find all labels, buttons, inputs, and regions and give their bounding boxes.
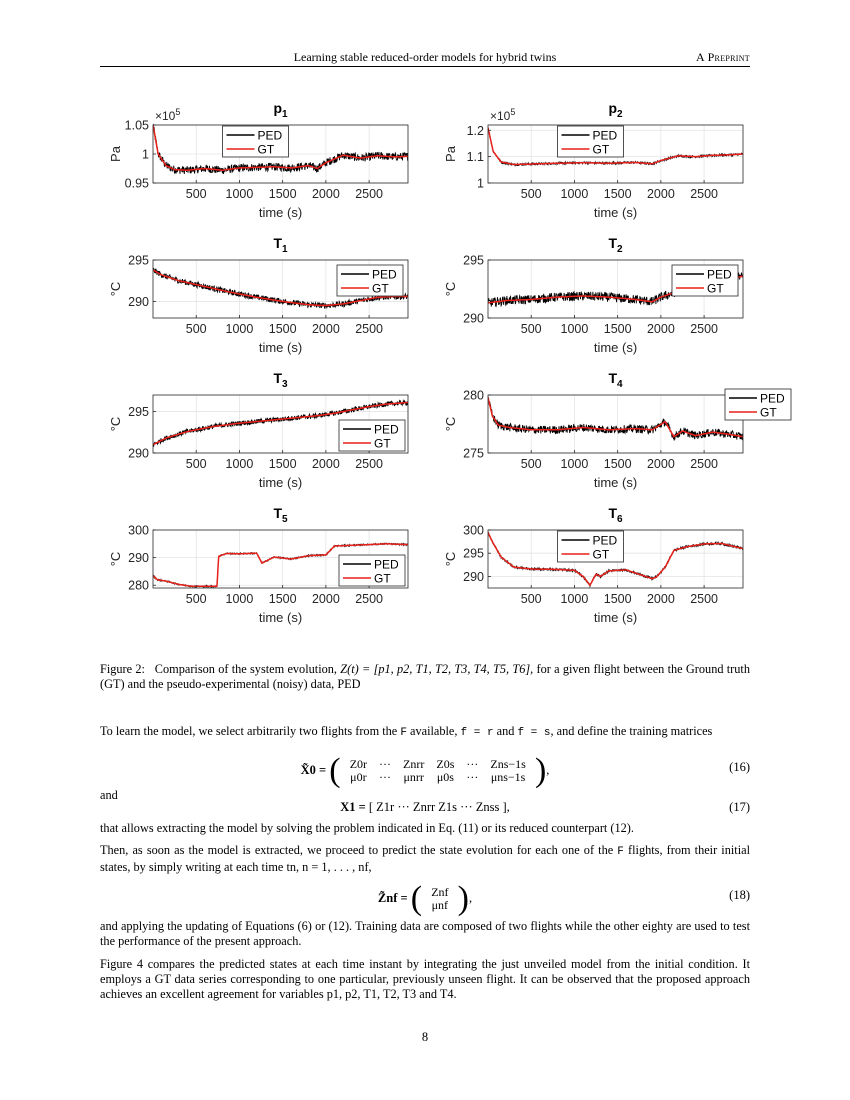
y-tick-label: 290 bbox=[128, 294, 149, 309]
x-tick-label: 1000 bbox=[225, 457, 254, 471]
chart-title-subscript: 1 bbox=[282, 109, 288, 120]
x-tick-label: 2500 bbox=[355, 592, 384, 606]
y-tick-label: 280 bbox=[463, 388, 484, 403]
x-axis-label: time (s) bbox=[593, 475, 638, 490]
x-tick-label: 1000 bbox=[560, 187, 589, 201]
chart-t3 bbox=[100, 365, 400, 501]
p3-code: F bbox=[617, 846, 624, 858]
y-axis-label: °C bbox=[108, 416, 123, 432]
chart-title: $p_2$ bbox=[608, 100, 623, 120]
x-tick-label: 500 bbox=[520, 187, 542, 201]
x-tick-label: 2500 bbox=[690, 187, 719, 201]
x-tick-label: 2000 bbox=[646, 592, 675, 606]
y-axis-label: °C bbox=[108, 551, 123, 567]
legend-label: PED bbox=[257, 128, 283, 143]
y-tick-label: 1 bbox=[477, 176, 484, 191]
x-tick-label: 2500 bbox=[690, 592, 719, 606]
chart-title: $T_3$ bbox=[273, 370, 288, 390]
eq17-number: (17) bbox=[729, 800, 750, 814]
eq18-row1: Znf bbox=[431, 885, 449, 899]
chart-p2 bbox=[435, 95, 735, 231]
chart-t5 bbox=[100, 500, 400, 636]
x-axis-label: time (s) bbox=[258, 205, 303, 220]
p3-text-b: flights, from their initial states, by simply writing at each time tn, n = 1, . . . , nf, bbox=[100, 843, 750, 874]
x-tick-label: 2000 bbox=[311, 322, 340, 336]
y-tick-label: 295 bbox=[128, 253, 149, 268]
legend-label: PED bbox=[707, 267, 732, 282]
y-tick-label: 1.2 bbox=[466, 123, 484, 138]
x-tick-label: 1500 bbox=[268, 592, 297, 606]
legend-label: PED bbox=[374, 557, 399, 572]
header-right: A Preprint bbox=[695, 50, 750, 64]
x-axis-label: time (s) bbox=[258, 475, 303, 490]
chart-t1 bbox=[100, 230, 400, 366]
chart-title: $p_1$ bbox=[273, 100, 288, 120]
x-tick-label: 500 bbox=[520, 592, 542, 606]
chart-title: $T_4$ bbox=[608, 370, 623, 390]
equation-18 bbox=[100, 880, 750, 917]
chart-p1 bbox=[100, 95, 400, 231]
y-tick-label: 275 bbox=[463, 446, 484, 461]
eq16-cell: Znrr bbox=[403, 757, 425, 771]
y-tick-label: 300 bbox=[128, 523, 149, 538]
x-tick-label: 2500 bbox=[355, 322, 384, 336]
x-tick-label: 1500 bbox=[268, 322, 297, 336]
chart-svg-t1 bbox=[100, 230, 400, 366]
y-axis-label: °C bbox=[443, 416, 458, 432]
eq18-matrix: ( Znf μnf ) bbox=[410, 880, 469, 917]
eq18-number: (18) bbox=[729, 888, 750, 902]
figure-caption bbox=[100, 662, 750, 692]
y-tick-label: 295 bbox=[463, 546, 484, 561]
y-tick-label: 1 bbox=[142, 147, 149, 162]
x-tick-label: 500 bbox=[520, 457, 542, 471]
y-exponent: $\times 10^5$ bbox=[155, 107, 181, 123]
chart-svg-t3 bbox=[100, 365, 400, 501]
paragraph-2: that allows extracting the model by solving the problem indicated in Eq. (11) or its reduced counterpart (12). bbox=[100, 821, 634, 835]
caption-label: Figure 2: bbox=[100, 662, 145, 676]
x-tick-label: 1000 bbox=[560, 322, 589, 336]
y-tick-label: 290 bbox=[463, 569, 484, 584]
eq16-number: (16) bbox=[729, 760, 750, 774]
eq16-cell: μ0r bbox=[350, 770, 367, 784]
caption-math: Z(t) = [p1, p2, T1, T2, T3, T4, T5, T6] bbox=[340, 662, 531, 676]
chart-title-subscript: 3 bbox=[282, 379, 288, 390]
x-tick-label: 2500 bbox=[355, 457, 384, 471]
chart-title-subscript: 1 bbox=[282, 244, 288, 255]
legend-label: GT bbox=[592, 142, 610, 157]
eq16-cell: ··· bbox=[466, 770, 479, 784]
x-tick-label: 1500 bbox=[268, 457, 297, 471]
legend-label: PED bbox=[372, 267, 397, 282]
y-tick-label: 1.05 bbox=[124, 118, 149, 133]
x-tick-label: 1500 bbox=[603, 592, 632, 606]
y-tick-label: 290 bbox=[463, 311, 484, 326]
chart-t4 bbox=[435, 365, 785, 501]
paragraph-4: and applying the updating of Equations (6) or (12). Training data are composed of two flights while the other eighty are used to test the performance of the present approach. bbox=[100, 919, 750, 948]
x-tick-label: 500 bbox=[185, 457, 207, 471]
y-tick-label: 1.1 bbox=[466, 150, 484, 165]
x-tick-label: 1500 bbox=[268, 187, 297, 201]
legend-label: GT bbox=[374, 436, 391, 451]
y-exponent-power: 5 bbox=[175, 107, 181, 117]
p1-code-2: f = r bbox=[460, 727, 494, 739]
x-axis-label: time (s) bbox=[593, 610, 638, 625]
eq16-cell: μ0s bbox=[436, 770, 454, 784]
x-tick-label: 500 bbox=[520, 322, 542, 336]
eq17-lhs: X1 = bbox=[340, 800, 366, 814]
legend-label: GT bbox=[257, 142, 275, 157]
p1-text-d: , and define the training matrices bbox=[550, 724, 713, 738]
paragraph-5: Figure 4 compares the predicted states at each time instant by integrating the just unveiled model from the initial condition. It employs a GT data series corresponding to one particular, previously unseen flight. It can be observed that the proposed approach achieves an excellent agreement for variables p1, p2, T1, T2, T3 and T4. bbox=[100, 957, 750, 1001]
chart-t2 bbox=[435, 230, 735, 366]
eq18-row2: μnf bbox=[431, 898, 449, 912]
y-tick-label: 295 bbox=[463, 253, 484, 268]
legend-label: PED bbox=[592, 533, 618, 548]
running-header bbox=[100, 48, 750, 67]
chart-title-subscript: 4 bbox=[617, 379, 623, 390]
x-tick-label: 1000 bbox=[225, 187, 254, 201]
legend-label: PED bbox=[760, 391, 785, 406]
x-tick-label: 500 bbox=[185, 187, 207, 201]
p1-text-b: available, bbox=[406, 724, 461, 738]
x-tick-label: 2000 bbox=[311, 592, 340, 606]
figure-2 bbox=[100, 95, 785, 640]
chart-svg-t6 bbox=[435, 500, 735, 636]
page-number: 8 bbox=[421, 1030, 429, 1044]
x-tick-label: 1500 bbox=[603, 457, 632, 471]
p3-text-a: Then, as soon as the model is extracted, we proceed to predict the state evolution for each one of the bbox=[100, 843, 618, 857]
legend-label: GT bbox=[707, 281, 724, 296]
y-axis-label: °C bbox=[108, 281, 123, 297]
x-tick-label: 1500 bbox=[603, 322, 632, 336]
x-tick-label: 1000 bbox=[225, 592, 254, 606]
y-axis-label: Pa bbox=[108, 146, 123, 162]
paragraph-3 bbox=[100, 843, 750, 875]
x-tick-label: 500 bbox=[185, 322, 207, 336]
legend-label: GT bbox=[374, 571, 391, 586]
chart-title-subscript: 6 bbox=[617, 514, 623, 525]
p1-code-1: F bbox=[400, 727, 407, 739]
eq16-matrix: ( Z0r ··· Znrr Z0s ··· Zns−1s μ0r ··· μnrr μ0s ··· μns−1s ) bbox=[329, 752, 547, 789]
x-axis-label: time (s) bbox=[258, 610, 303, 625]
y-axis-label: °C bbox=[443, 281, 458, 297]
eq17-body: [ Z1r ··· Znrr Z1s ··· Znss ], bbox=[368, 800, 510, 814]
y-exponent-power: 5 bbox=[510, 107, 516, 117]
chart-svg-t2 bbox=[435, 230, 735, 366]
paragraph-1 bbox=[100, 724, 750, 741]
y-tick-label: 0.95 bbox=[124, 176, 149, 191]
y-tick-label: 295 bbox=[128, 405, 149, 420]
legend-label: PED bbox=[592, 128, 618, 143]
legend-label: GT bbox=[760, 405, 777, 420]
equation-16: X̃0 = ( Z0r ··· Znrr Z0s ··· Zns−1s μ0r ··· μnrr μ0s ··· μns−1s ), (16) bbox=[300, 752, 750, 789]
x-tick-label: 1000 bbox=[560, 457, 589, 471]
chart-title-subscript: 2 bbox=[617, 109, 623, 120]
x-tick-label: 1000 bbox=[560, 592, 589, 606]
y-exponent: $\times 10^5$ bbox=[490, 107, 516, 123]
x-tick-label: 2500 bbox=[355, 187, 384, 201]
eq18-lhs: Z̃nf = bbox=[377, 890, 408, 905]
x-tick-label: 2000 bbox=[311, 457, 340, 471]
chart-t6 bbox=[435, 500, 735, 636]
y-axis-label: °C bbox=[443, 551, 458, 567]
y-tick-label: 280 bbox=[128, 578, 149, 593]
x-tick-label: 2500 bbox=[690, 322, 719, 336]
y-tick-label: 300 bbox=[463, 523, 484, 538]
y-tick-label: 290 bbox=[128, 446, 149, 461]
eq18-tail: , bbox=[468, 890, 473, 905]
eq16-cell: ··· bbox=[379, 757, 392, 771]
legend-label: PED bbox=[374, 422, 399, 437]
p1-code-3: f = s bbox=[517, 727, 551, 739]
and-text: and bbox=[100, 788, 118, 802]
chart-title: $T_2$ bbox=[608, 235, 623, 255]
chart-title-subscript: 5 bbox=[282, 514, 288, 525]
x-tick-label: 1000 bbox=[225, 322, 254, 336]
chart-svg-p2 bbox=[435, 95, 735, 231]
chart-svg-p1 bbox=[100, 95, 400, 231]
x-tick-label: 2000 bbox=[311, 187, 340, 201]
legend-label: GT bbox=[372, 281, 389, 296]
eq16-cell: Z0s bbox=[436, 757, 455, 771]
eq16-lhs: X̃0 = bbox=[300, 762, 327, 777]
x-axis-label: time (s) bbox=[593, 340, 638, 355]
chart-title: $T_6$ bbox=[608, 505, 623, 525]
x-tick-label: 2000 bbox=[646, 457, 675, 471]
caption-text-a: Comparison of the system evolution, bbox=[154, 662, 341, 676]
x-tick-label: 2500 bbox=[690, 457, 719, 471]
y-tick-label: 290 bbox=[128, 551, 149, 566]
eq16-cell: μnrr bbox=[403, 770, 424, 784]
x-axis-label: time (s) bbox=[593, 205, 638, 220]
chart-svg-t5 bbox=[100, 500, 400, 636]
p1-text-c: and bbox=[493, 724, 518, 738]
x-tick-label: 1500 bbox=[603, 187, 632, 201]
x-tick-label: 2000 bbox=[646, 322, 675, 336]
eq16-cell: μns−1s bbox=[490, 770, 526, 784]
chart-title: $T_1$ bbox=[273, 235, 288, 255]
chart-title: $T_5$ bbox=[273, 505, 288, 525]
chart-title-subscript: 2 bbox=[617, 244, 623, 255]
eq16-cell: Z0r bbox=[349, 757, 368, 771]
header-title: Learning stable reduced-order models for hybrid twins bbox=[293, 50, 557, 64]
eq16-cell: ··· bbox=[466, 757, 479, 771]
eq16-cell: Zns−1s bbox=[490, 757, 526, 771]
caption-text-b: , for a given flight between the Ground truth (GT) and the pseudo-experimental (noisy) data, PED bbox=[100, 662, 750, 691]
p1-text-a: To learn the model, we select arbitrarily two flights from the bbox=[100, 724, 401, 738]
x-axis-label: time (s) bbox=[258, 340, 303, 355]
legend-label: GT bbox=[592, 547, 610, 562]
x-tick-label: 2000 bbox=[646, 187, 675, 201]
y-axis-label: Pa bbox=[443, 146, 458, 162]
x-tick-label: 500 bbox=[185, 592, 207, 606]
chart-svg-t4 bbox=[435, 365, 785, 501]
eq16-cell: ··· bbox=[379, 770, 392, 784]
plot-area bbox=[488, 395, 743, 453]
equation-17 bbox=[100, 800, 750, 820]
